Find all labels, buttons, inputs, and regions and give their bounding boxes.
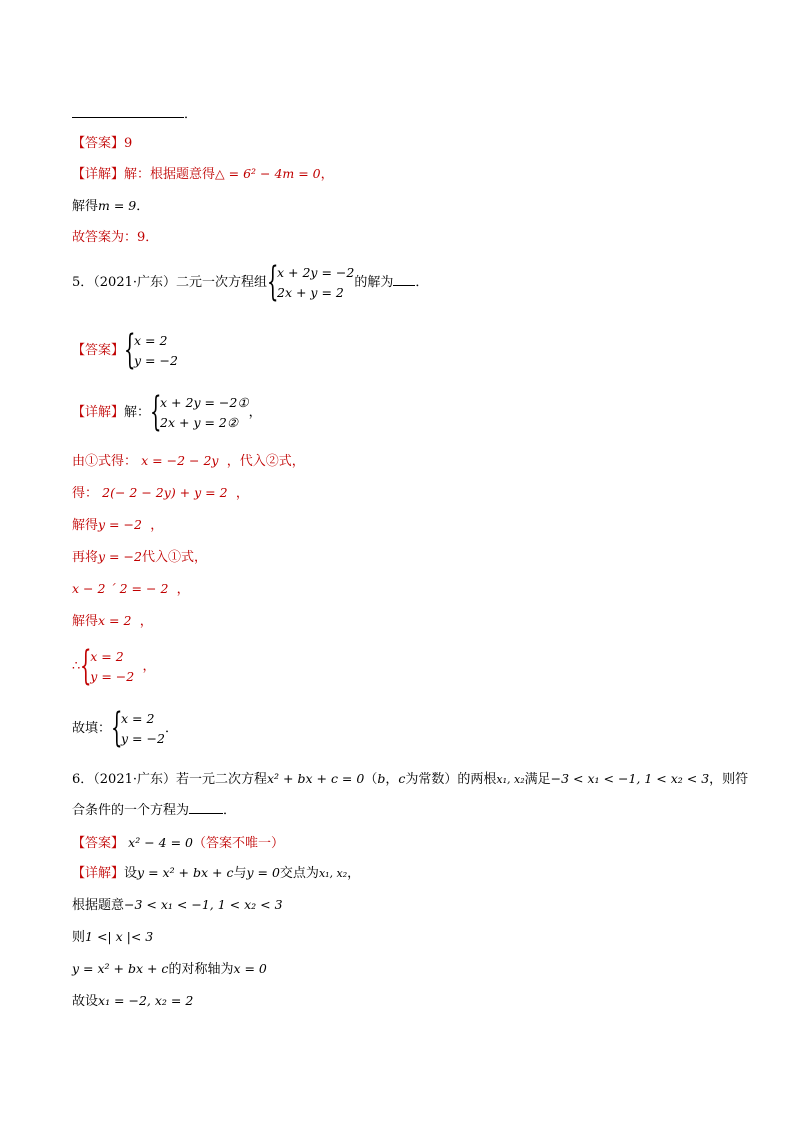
q6-detail-line-2 <box>72 896 283 915</box>
therefore-symbol: ∴ <box>72 659 81 674</box>
answer-value: 9 <box>124 136 133 151</box>
brace-icon: { <box>124 326 136 373</box>
solve-prefix: 解得 <box>72 199 99 214</box>
q6-stem-text: 满足 <box>524 772 551 787</box>
detail-text: 解：根据题意得 <box>124 167 216 182</box>
system-row-1: x = 2 <box>121 710 155 726</box>
function-equation: y = x² + bx + c <box>137 865 234 880</box>
brace-icon: { <box>80 642 92 689</box>
step-equation: 2(− 2 − 2y) + y = 2 <box>102 485 228 500</box>
system-row-2: y = −2 <box>90 668 135 684</box>
answer-blank <box>189 813 223 814</box>
function-equation: y = x² + bx + c <box>72 961 169 976</box>
system-row-2: 2x + y = 2 <box>277 284 344 300</box>
q4-solve-line <box>72 197 149 216</box>
system-row-1: x + 2y = −2 <box>277 264 355 280</box>
roots: x₁, x₂ <box>318 867 348 880</box>
brace-icon: { <box>267 258 279 305</box>
step-text: 代入①式， <box>141 550 207 565</box>
q5-stem-prefix: 5．（2021·广东）二元一次方程组 <box>72 275 267 290</box>
step-text: 解得 <box>72 518 99 533</box>
punct: ， <box>248 405 262 420</box>
previous-question-tail <box>72 106 197 124</box>
var-c: c <box>398 771 406 786</box>
fill-system <box>111 704 165 751</box>
answer-equation: x² − 4 = 0 <box>128 835 193 850</box>
punct: ， <box>347 866 361 881</box>
detail-text: 设 <box>124 866 138 881</box>
q6-detail-line-3 <box>72 928 153 947</box>
answer-blank <box>72 117 184 118</box>
punct: ． <box>145 230 159 245</box>
q6-answer-line <box>72 834 284 853</box>
step-text: 再将 <box>72 550 99 565</box>
step-text: 由①式得： <box>72 454 138 469</box>
final-value: 9 <box>137 230 146 245</box>
step-text: ，代入②式， <box>226 454 305 469</box>
punct: ， <box>385 772 399 787</box>
detail-text: 的对称轴为 <box>168 962 234 977</box>
q5-detail-line <box>72 388 262 435</box>
x-axis-equation: y = 0 <box>246 865 280 880</box>
q4-answer-line <box>72 135 132 153</box>
q5-step-2 <box>72 484 249 503</box>
punct: ， <box>235 486 249 501</box>
detail-tag: 【详解】 <box>72 405 125 420</box>
final-prefix: 故答案为： <box>72 230 138 245</box>
q5-therefore-line <box>72 642 156 689</box>
detail-text: 解： <box>124 405 151 420</box>
punct: ． <box>415 275 429 290</box>
equation-system <box>267 258 355 305</box>
q5-step-5 <box>72 580 190 599</box>
system-row-2: 2x + y = 2② <box>160 414 239 430</box>
q6-stem-line-2 <box>72 802 236 820</box>
period: ． <box>184 107 198 122</box>
answer-system <box>124 326 178 373</box>
q5-stem-suffix: 的解为 <box>354 275 394 290</box>
answer-tag: 【答案】 <box>72 136 125 151</box>
detail-text: 与 <box>233 866 247 881</box>
punct: ， <box>150 518 164 533</box>
q6-stem-prefix: 6．（2021·广东）若一元二次方程 <box>72 772 267 787</box>
detail-text: 根据题意 <box>72 898 125 913</box>
detail-text: 故设 <box>72 994 99 1009</box>
absolute-condition: 1 <| x |< 3 <box>85 929 154 944</box>
assumed-roots: x₁ = −2, x₂ = 2 <box>98 993 194 1008</box>
q5-step-6 <box>72 612 153 631</box>
detail-text: 交点为 <box>279 866 319 881</box>
q6-detail-line-5 <box>72 992 193 1011</box>
axis-of-symmetry: x = 0 <box>233 961 267 976</box>
punct: （ <box>364 772 378 787</box>
punct: ， <box>142 659 156 674</box>
step-equation: x = −2 − 2y <box>141 453 219 468</box>
answer-tag: 【答案】 <box>72 836 125 851</box>
q6-stem-line-1 <box>72 770 748 789</box>
system-row-2: y = −2 <box>121 730 165 746</box>
punct: ． <box>164 721 178 736</box>
quadratic-equation: x² + bx + c = 0 <box>267 771 365 786</box>
fill-prefix: 故填： <box>72 721 112 736</box>
q6-stem-text: 为常数）的两根 <box>405 772 497 787</box>
solve-equation: m = 9 <box>98 198 137 213</box>
system-row-1: x = 2 <box>134 332 168 348</box>
q6-stem-text: ，则符 <box>709 772 749 787</box>
root-condition: −3 < x₁ < −1, 1 < x₂ < 3 <box>124 897 283 912</box>
step-text: 得： <box>72 486 99 501</box>
brace-icon: { <box>111 704 123 751</box>
answer-blank <box>393 285 415 286</box>
punct: ． <box>136 199 150 214</box>
system-row-1: x = 2 <box>90 648 124 664</box>
q5-answer-line <box>72 326 178 373</box>
discriminant-equation: △ = 6² − 4m = 0 <box>215 166 321 181</box>
q6-detail-line-4 <box>72 960 267 979</box>
q5-stem <box>72 258 429 305</box>
punct: ， <box>320 167 334 182</box>
detail-text: 则 <box>72 930 86 945</box>
q5-step-3 <box>72 516 163 535</box>
answer-note: （答案不唯一） <box>192 836 284 851</box>
step-equation: x − 2 ´ 2 = − 2 <box>72 581 169 596</box>
punct: ． <box>223 803 237 818</box>
step-text: 解得 <box>72 614 99 629</box>
q6-stem-text: 合条件的一个方程为 <box>72 803 190 818</box>
q5-fill-line <box>72 704 178 751</box>
answer-tag: 【答案】 <box>72 343 125 358</box>
detail-tag: 【详解】 <box>72 167 125 182</box>
system-row-2: y = −2 <box>134 352 178 368</box>
therefore-system <box>80 642 135 689</box>
system-row-1: x + 2y = −2① <box>160 394 249 410</box>
detail-tag: 【详解】 <box>72 866 125 881</box>
roots: x₁, x₂ <box>496 773 525 786</box>
q4-final-line <box>72 229 158 247</box>
q5-step-4 <box>72 548 207 567</box>
step-equation: x = 2 <box>98 613 132 628</box>
punct: ， <box>139 614 153 629</box>
var-b: b <box>377 771 386 786</box>
q6-detail-line-1 <box>72 864 360 883</box>
detail-system <box>150 388 249 435</box>
root-condition: −3 < x₁ < −1, 1 < x₂ < 3 <box>550 771 710 786</box>
q5-step-1 <box>72 452 305 471</box>
step-equation: y = −2 <box>98 549 142 564</box>
punct: ， <box>176 582 190 597</box>
brace-icon: { <box>150 388 162 435</box>
q4-detail-line <box>72 165 334 184</box>
step-equation: y = −2 <box>98 517 142 532</box>
